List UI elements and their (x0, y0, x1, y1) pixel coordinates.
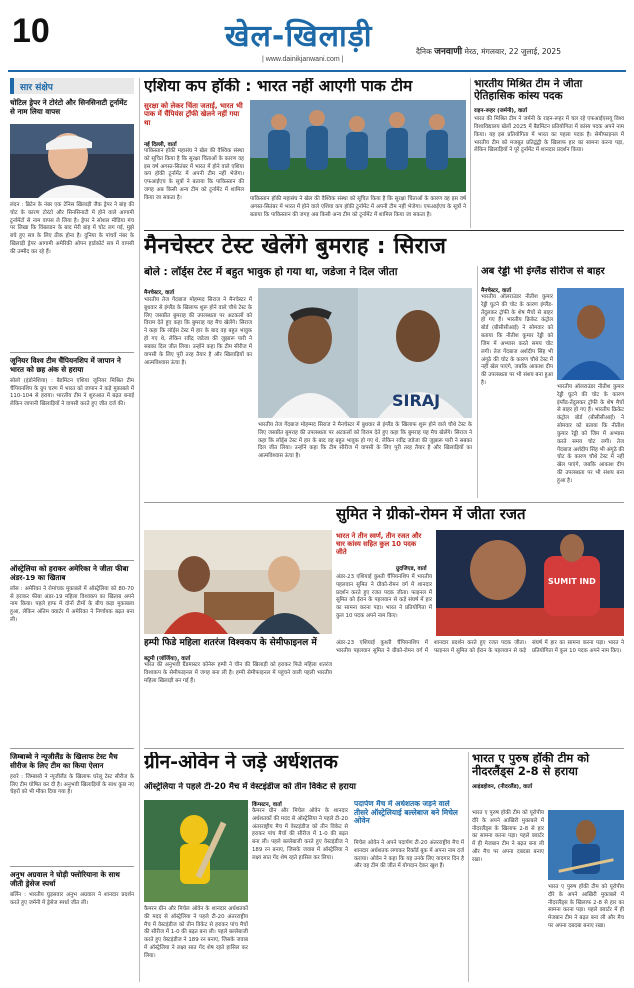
brief-title: ऑस्ट्रेलिया को हराकर अमेरिका ने जीता फीबा अंडर-19 का खिताब (10, 564, 129, 583)
batsman-image (144, 800, 248, 902)
story-text-continued: भारतीय तेज गेंदबाज मोहम्मद सिराज ने मैनचेस्टर में बुधवार से इंग्लैंड के खिलाफ शुरू होने वाले चौथे टेस्ट के लिए जसप्रीत बुमराह की उपलब्धता पर अटकलों को विराम देते हुए कहा कि बुमराह यह मैच खेलेंगे। सिराज ने कहा कि लॉर्ड्स टेस्ट में हार के बाद वह बहुत भावुक हो गए थे, लेकिन रवींद्र जडेजा की जुझारू पारी ने सबका दिल जीत लिया। उन्होंने कहा कि टीम सीरीज में वापसी के लिए पूरी तरह तैयार है और खिलाड़ियों का आत्मविश्वास ऊंचा है। (258, 422, 472, 460)
brief-equestrian (10, 870, 134, 982)
divider (10, 748, 134, 749)
page-header (0, 0, 634, 72)
divider (144, 230, 624, 231)
story-reddy-out (481, 266, 624, 498)
story-text-continued: भारत ए पुरुष हॉकी टीम को यूरोपीय दौरे के अपने आखिरी मुकाबले में नीदरलैंड्स के खिलाफ 2-8 से हार का सामना करना पड़ा। पहले क्वार्टर में ही मेजबान टीम ने बढ़त बना ली और मैच पर अपना दबदबा बनाए रखा। (548, 884, 624, 930)
column-rule (470, 78, 471, 228)
brief-title: जूनियर विश्व टीम चैंपियनशिप में जापान ने भारत को छह अंक से हराया (10, 356, 121, 375)
divider (144, 502, 624, 503)
singlet-text: SUMIT IND (548, 577, 596, 586)
brief-section-tag: सार संक्षेप (10, 78, 134, 94)
story-mixed-team-bronze (474, 78, 624, 228)
brief-draper (10, 98, 134, 348)
subhead: ऑस्ट्रेलिया ने पहले टी-20 मैच में वेस्टइंडीज को तीन विकेट से हराया (144, 782, 357, 792)
jersey-text: SIRAJ (392, 391, 441, 410)
green-owen-subhead-box (144, 782, 464, 798)
divider (144, 748, 624, 749)
header-rule (8, 70, 626, 72)
story-text: भारत की मिश्रित टीम ने जर्मनी के राइन-रूहर में चल रहे एफआईएसयू विश्व विश्वविद्यालय खेलों 2025 में बैडमिंटन प्रतियोगिता में कांस्य पदक अपने नाम किया। यह इस प्रतियोगिता में भारत का पहला पदक है। सेमीफाइनल में भारतीय टीम को मजबूत प्रतिद्वंद्वी के खिलाफ हार का सामना करना पड़ा, लेकिन खिलाड़ियों ने पूरे टूर्नामेंट में शानदार प्रदर्शन किया। (474, 116, 624, 154)
brief-title: अनुभ अग्रवाल ने घोड़ी फ्लोरियाना के साथ जीती ड्रेसेज स्पर्धा (10, 870, 120, 889)
brief-title: जिम्बाब्वे ने न्यूजीलैंड के खिलाफ टेस्ट मैच सीरीज के लिए टीम का किया ऐलान (10, 752, 118, 771)
story-text: भारतीय ऑलराउंडर नीतीश कुमार रेड्डी घुटने की चोट के कारण इंग्लैंड-तेंदुलकर ट्रॉफी के शेष मैचों से बाहर हो गए हैं। भारतीय क्रिकेट कंट्रोल बोर्ड (बीसीसीआई) ने सोमवार को बताया कि नीतीश कुमार रेड्डी को जिम में अभ्यास करते समय चोट लगी। तेज गेंदबाज अर्शदीप सिंह भी अंगूठे की चोट के कारण चौथे टेस्ट में नहीं खेल पाएंगे, जबकि आकाश दीप की उपलब्धता पर भी संशय बना हुआ है। (481, 294, 553, 387)
story-asia-cup-hockey (144, 78, 466, 248)
story-text-continued: कैमरन ग्रीन और मिचेल ओवेन के शानदार अर्धशतकों की मदद से ऑस्ट्रेलिया ने पहले टी-20 अंतरराष्ट्रीय मैच में वेस्टइंडीज को तीन विकेट से हराकर पांच मैचों की सीरीज में 1-0 की बढ़त बना ली। पहले बल्लेबाजी करते हुए वेस्टइंडीज ने 189 रन बनाए, जिसके जवाब में ऑस्ट्रेलिया ने लक्ष्य सात गेंद शेष रहते हासिल कर लिया। (144, 906, 248, 959)
lead-subhead-box (144, 266, 474, 284)
dateline: बटूमी (जॉर्जिया), वार्ता (144, 656, 191, 662)
paper-dateline (416, 44, 561, 57)
dateline: ग्रुदजिएड, वार्ता (396, 566, 427, 572)
wrestling-image (436, 530, 624, 636)
paper-prefix: दैनिक (416, 47, 432, 56)
lead-headline-box (144, 234, 624, 266)
green-owen-headline-box (144, 752, 464, 782)
headline: ग्रीन-ओवेन ने जड़े अर्धशतक (144, 752, 338, 773)
subhead: सुरक्षा को लेकर चिंता जताई, भारत भी पाक में चैंपियंस ट्रॉफी खेलने नहीं गया था (144, 102, 243, 127)
story-text: भारत की अनुभवी ग्रैंडमास्टर कोनेरू हम्पी ने चीन की खिलाड़ी को हराकर फिडे महिला शतरंज विश्वकप के सेमीफाइनल में जगह बना ली है। हम्पी सेमीफाइनल में पहुंचने वाली पहली भारतीय महिला खिलाड़ी बन गई हैं। (144, 662, 332, 684)
story-text: अंडर-23 एशियाई कुश्ती चैंपियनशिप में भारतीय पहलवान सुमित ने ग्रीको-रोमन वर्ग में शानदार प्रदर्शन करते हुए रजत पदक जीता। फाइनल में सुमित को ईरान के पहलवान से कड़े संघर्ष में हार का सामना करना पड़ा। भारत ने प्रतियोगिता में कुल 10 पदक अपने नाम किए। (336, 574, 432, 620)
reddy-photo (557, 288, 624, 380)
dateline: राइन-रूहर (जर्मनी), वार्ता (474, 108, 527, 115)
headline: सुमित ने ग्रीको-रोमन में जीता रजत (336, 506, 526, 523)
siraj-image (258, 288, 472, 418)
dateline: मैनचेस्टर, वार्ता (144, 290, 175, 296)
owen-sidebar-text: मिचेल ओवेन ने अपने पदार्पण टी-20 अंतरराष्ट्रीय मैच में शानदार अर्धशतक लगाकर रिकॉर्ड बुक में अपना नाम दर्ज कराया। ओवेन ने कहा कि यह उनके लिए यादगार दिन है और वह टीम की जीत में योगदान देकर खुश हैं। (354, 840, 464, 870)
owen-photo (144, 800, 248, 902)
lead-headline: मैनचेस्टर टेस्ट खेलेंगे बुमराह : सिराज (144, 234, 447, 259)
lead-story-body (144, 288, 474, 498)
divider (10, 560, 134, 561)
story-text: भारतीय तेज गेंदबाज मोहम्मद सिराज ने मैनचेस्टर में बुधवार से इंग्लैंड के खिलाफ शुरू होने वाले चौथे टेस्ट के लिए जसप्रीत बुमराह की उपलब्धता पर अटकलों को विराम देते हुए कहा कि बुमराह यह मैच खेलेंगे। सिराज ने कहा कि लॉर्ड्स टेस्ट में हार के बाद वह बहुत भावुक हो गए थे, लेकिन रवींद्र जडेजा की जुझारू पारी ने सबका दिल जीत लिया। उन्होंने कहा कि टीम सीरीज में वापसी के लिए पूरी तरह तैयार है और खिलाड़ियों का आत्मविश्वास ऊंचा है। (144, 297, 252, 366)
lead-subhead: बोले : लॉर्ड्स टेस्ट में बहुत भावुक हो गया था, जडेजा ने दिल जीता (144, 266, 398, 278)
tennis-player-photo (10, 124, 134, 198)
paper-name: जनवाणी (434, 47, 463, 57)
issue-date: मेरठ, मंगलवार, 22 जुलाई, 2025 (464, 47, 561, 56)
story-humpy-chess (144, 530, 332, 744)
headline: भारतीय मिश्रित टीम ने जीता ऐतिहासिक कांस्य पदक (474, 78, 583, 103)
brief-junior-badminton (10, 356, 134, 556)
reddy-image (557, 288, 624, 380)
humpy-photo (144, 530, 332, 634)
owen-sidebar-head: पदार्पण मैच में अर्धशतक जड़ने वाले तीसरे ऑस्ट्रेलियाई बल्लेबाज बने मिचेल ओवेन (354, 800, 458, 826)
headline: अब रेड्डी भी इंग्लैंड सीरीज से बाहर (481, 266, 605, 277)
story-india-a-hockey (472, 752, 624, 982)
page-number: 10 (12, 12, 50, 50)
green-owen-body (144, 800, 464, 982)
dateline: किंग्सटन, वार्ता (252, 802, 282, 808)
dateline: मैनचेस्टर, वार्ता (481, 288, 512, 294)
brief-text: बर्लिन : भारतीय घुड़सवार अनुभ अग्रवाल ने शानदार प्रदर्शन करते हुए जर्मनी में ड्रेसेज स्पर्धा जीत ली। (10, 891, 134, 906)
column-rule (477, 266, 478, 498)
column-rule (468, 752, 469, 982)
story-text: पाकिस्तान हॉकी महासंघ ने खेल की वैश्विक संस्था को सूचित किया है कि सुरक्षा चिंताओं के कारण वह इस वर्ष अगस्त-सितंबर में भारत में होने वाले एशिया कप हॉकी टूर्नामेंट में अपनी टीम नहीं भेजेगा। एफआईएच के सूत्रों ने बताया कि पाकिस्तान की जगह अब किसी अन्य टीम को टूर्नामेंट में शामिल किया जा सकता है। (144, 148, 244, 201)
hockey-image (250, 100, 466, 192)
website-url: | www.dainikjanwani.com | (262, 56, 344, 63)
brief-text: हरारे : जिम्बाब्वे ने न्यूजीलैंड के खिलाफ घरेलू टेस्ट सीरीज के लिए टीम घोषित कर दी है। अनुभवी खिलाड़ियों के साथ कुछ नए चेहरों को भी मौका दिया गया है। (10, 773, 134, 796)
brief-text: लंदन : ब्रिटेन के नंबर एक टेनिस खिलाड़ी जैक ड्रेपर ने बांह की चोट के कारण टोरंटो और सिनसिनाटी में होने वाले आगामी टूर्नामेंटों से नाम वापस ले लिया है। ड्रेपर ने सोशल मीडिया मंच पर लिखा कि विंबलडन के बाद मेरी बांह में चोट लग गई, मुझे बचे हुए सत्र के लिए ठीक होना है। दुनिया के पांचवें नंबर के खिलाड़ी ड्रेपर आगामी अमेरिकी ओपन हार्डकोर्ट सत्र में वापसी की उम्मीद कर रहे हैं। (10, 202, 134, 255)
wrestling-photo (436, 530, 624, 636)
divider (10, 866, 134, 867)
humpy-caption: हम्पी फिडे महिला शतरंज विश्वकप के सेमीफाइनल में (144, 638, 317, 648)
hockey-player-image (548, 810, 624, 880)
story-text-continued: भारतीय ऑलराउंडर नीतीश कुमार रेड्डी घुटने की चोट के कारण इंग्लैंड-तेंदुलकर ट्रॉफी के शेष मैचों से बाहर हो गए हैं। भारतीय क्रिकेट कंट्रोल बोर्ड (बीसीसीआई) ने सोमवार को बताया कि नीतीश कुमार रेड्डी को जिम में अभ्यास करते समय चोट लगी। तेज गेंदबाज अर्शदीप सिंह भी अंगूठे की चोट के कारण चौथे टेस्ट में नहीं खेल पाएंगे, जबकि आकाश दीप की उपलब्धता पर भी संशय बना हुआ है। (557, 384, 624, 484)
brief-title: चोटिल ड्रेपर ने टोरंटो और सिनसिनाटी टूर्नामेंट से नाम लिया वापस (10, 98, 128, 117)
dateline: नई दिल्ली, वार्ता (144, 142, 177, 148)
story-text-continued: अंडर-23 एशियाई कुश्ती चैंपियनशिप में भारतीय पहलवान सुमित ने ग्रीको-रोमन वर्ग में शानदार प्रदर्शन करते हुए रजत पदक जीता। फाइनल में सुमित को ईरान के पहलवान से कड़े संघर्ष में हार का सामना करना पड़ा। भारत ने प्रतियोगिता में कुल 10 पदक अपने नाम किए। (336, 640, 624, 654)
story-text: कैमरन ग्रीन और मिचेल ओवेन के शानदार अर्धशतकों की मदद से ऑस्ट्रेलिया ने पहले टी-20 अंतरराष्ट्रीय मैच में वेस्टइंडीज को तीन विकेट से हराकर पांच मैचों की सीरीज में 1-0 की बढ़त बना ली। पहले बल्लेबाजी करते हुए वेस्टइंडीज ने 189 रन बनाए, जिसके जवाब में ऑस्ट्रेलिया ने लक्ष्य सात गेंद शेष रहते हासिल कर लिया। (252, 808, 348, 861)
headline: भारत ए पुरुष हॉकी टीम को नीदरलैंड्स 2-8 से हराया (472, 752, 590, 779)
brief-text: लॉस : अमेरिका ने रोमांचक मुकाबले में ऑस्ट्रेलिया को 80-70 से हराकर फीबा अंडर-19 महिला विश्वकप का खिताब अपने नाम किया। पहले हाफ में दोनों टीमों के बीच कड़ा मुकाबला हुआ, लेकिन अंतिम क्वार्टर में अमेरिका ने निर्णायक बढ़त बना ली। (10, 585, 134, 624)
siraj-photo (258, 288, 472, 418)
brief-text: सोलो (इंडोनेशिया) : बैडमिंटन एशिया जूनियर मिश्रित टीम चैंपियनशिप के ग्रुप चरण में भारत को जापान ने कड़े मुकाबले में 110-104 से हराया। भारतीय टीम ने शुरुआत में बढ़त बनाई लेकिन जापानी खिलाड़ियों ने वापसी करते हुए जीत दर्ज की। (10, 377, 134, 408)
column-rule (139, 78, 140, 982)
section-title: खेल-खिलाड़ी (225, 19, 373, 54)
hockey-player-photo (548, 810, 624, 880)
subhead: भारत ने तीन स्वर्ण, तीन रजत और चार कांस्य सहित कुल 10 पदक जीते (336, 532, 422, 557)
brief-fiba (10, 564, 134, 744)
chess-image (144, 530, 332, 634)
draper-image (10, 124, 134, 198)
story-text: भारत ए पुरुष हॉकी टीम को यूरोपीय दौरे के अपने आखिरी मुकाबले में नीदरलैंड्स के खिलाफ 2-8 से हार का सामना करना पड़ा। पहले क्वार्टर में ही मेजबान टीम ने बढ़त बना ली और मैच पर अपना दबदबा बनाए रखा। (472, 810, 544, 863)
divider (10, 352, 134, 353)
story-text-continued: पाकिस्तान हॉकी महासंघ ने खेल की वैश्विक संस्था को सूचित किया है कि सुरक्षा चिंताओं के कारण वह इस वर्ष अगस्त-सितंबर में भारत में होने वाले एशिया कप हॉकी टूर्नामेंट में अपनी टीम नहीं भेजेगा। एफआईएच के सूत्रों ने बताया कि पाकिस्तान की जगह अब किसी अन्य टीम को टूर्नामेंट में शामिल किया जा सकता है। (250, 196, 466, 218)
brief-zimbabwe (10, 752, 134, 862)
headline: एशिया कप हॉकी : भारत नहीं आएगी पाक टीम (144, 78, 413, 95)
dateline: आइंडहोवन, (नीदरलैंड), वार्ता (472, 784, 533, 791)
story-sumit-silver (336, 506, 624, 744)
hockey-team-photo (250, 100, 466, 192)
